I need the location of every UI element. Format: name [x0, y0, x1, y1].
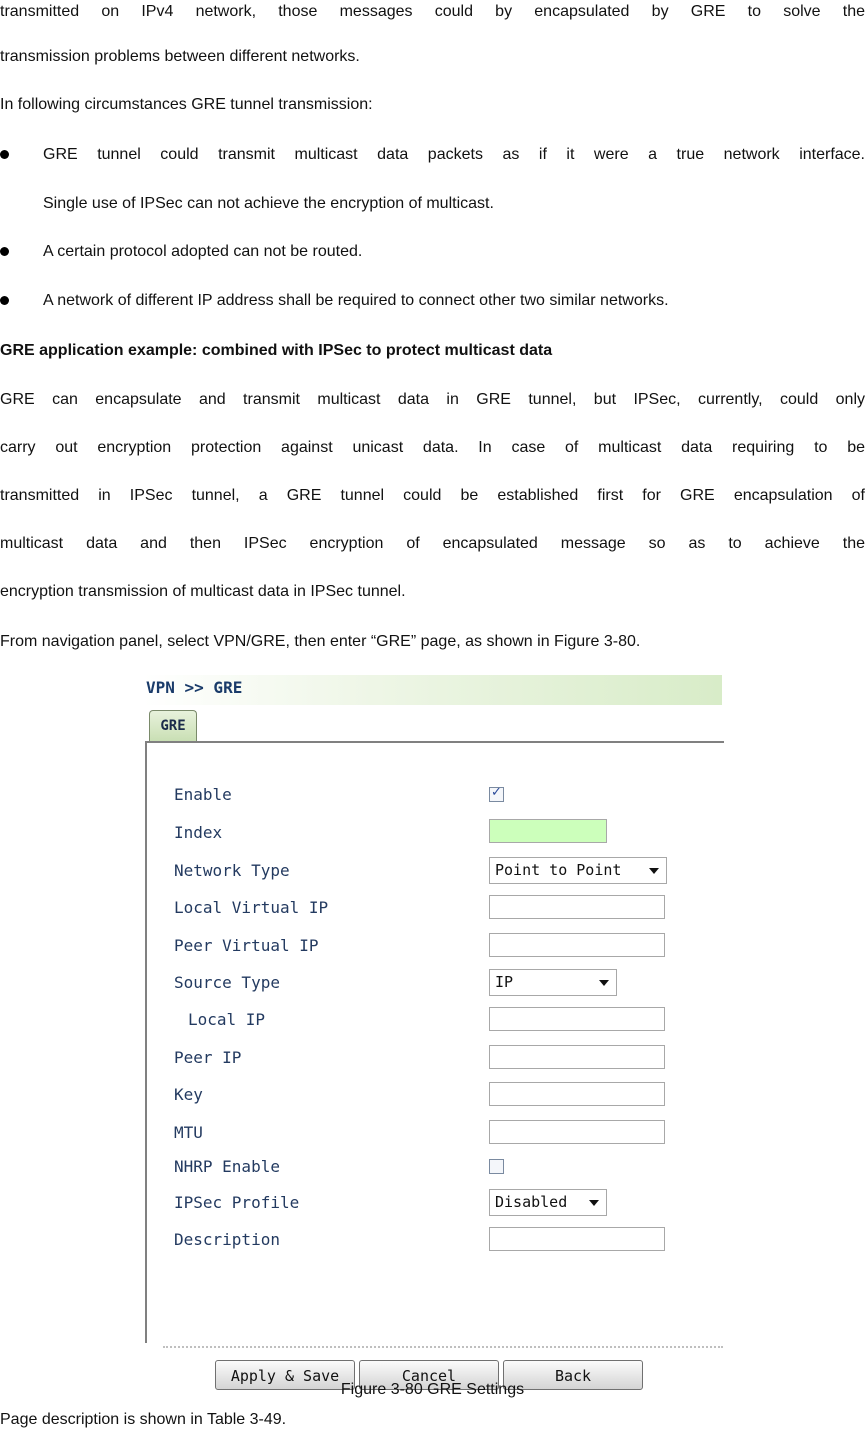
text-line: transmission problems between different networks. [0, 48, 360, 65]
section-heading: GRE application example: combined with IPSec to protect multicast data [0, 342, 553, 359]
apply-save-button[interactable]: Apply & Save [215, 1360, 355, 1390]
text-line: transmitted in IPSec tunnel, a GRE tunnel could be established first for GRE encapsulation of [0, 487, 865, 504]
tab-gre[interactable]: GRE [149, 710, 197, 741]
peer-virtual-ip-input[interactable] [489, 933, 665, 957]
text-line: encryption transmission of multicast data in IPSec tunnel. [0, 583, 406, 600]
chevron-down-icon [589, 1200, 599, 1206]
source-type-label: Source Type [174, 973, 280, 992]
gre-settings-figure [143, 675, 722, 1385]
page-title: VPN >> GRE [146, 678, 243, 697]
peer-ip-input[interactable] [489, 1045, 665, 1069]
text-line: In following circumstances GRE tunnel transmission: [0, 96, 373, 113]
mtu-input[interactable] [489, 1120, 665, 1144]
source-type-value: IP [495, 973, 514, 991]
text-line: From navigation panel, select VPN/GRE, then enter “GRE” page, as shown in Figure 3-80. [0, 633, 641, 650]
enable-checkbox[interactable] [489, 787, 504, 802]
network-type-value: Point to Point [495, 861, 622, 879]
mtu-label: MTU [174, 1123, 203, 1142]
text-line: transmitted on IPv4 network, those messages could by encapsulated by GRE to solve the [0, 3, 865, 20]
text-line: carry out encryption protection against unicast data. In case of multicast data requiring to be [0, 439, 865, 456]
cancel-button[interactable]: Cancel [359, 1360, 499, 1390]
bullet-icon [0, 150, 9, 159]
local-virtual-ip-input[interactable] [489, 895, 665, 919]
local-virtual-ip-label: Local Virtual IP [174, 898, 329, 917]
figure-caption: Figure 3-80 GRE Settings [340, 1381, 525, 1398]
bullet-item: GRE tunnel could transmit multicast data packets as if it were a true network interface. [43, 146, 865, 163]
text-line: GRE can encapsulate and transmit multicast data in GRE tunnel, but IPSec, currently, could only [0, 391, 865, 408]
description-label: Description [174, 1230, 280, 1249]
text-line: Page description is shown in Table 3-49. [0, 1411, 287, 1428]
bullet-item: A certain protocol adopted can not be routed. [43, 243, 363, 260]
peer-ip-label: Peer IP [174, 1048, 242, 1067]
bullet-icon [0, 247, 9, 256]
bullet-item: A network of different IP address shall be required to connect other two similar networks. [43, 292, 669, 309]
source-type-select[interactable] [489, 969, 617, 996]
nhrp-enable-checkbox[interactable] [489, 1159, 504, 1174]
local-ip-label: Local IP [188, 1010, 266, 1029]
index-input[interactable] [489, 819, 607, 843]
network-type-label: Network Type [174, 861, 290, 880]
description-input[interactable] [489, 1227, 665, 1251]
peer-virtual-ip-label: Peer Virtual IP [174, 936, 319, 955]
key-input[interactable] [489, 1082, 665, 1106]
text-line: multicast data and then IPSec encryption of encapsulated message so as to achieve the [0, 535, 865, 552]
network-type-select[interactable] [489, 857, 667, 884]
ipsec-profile-select[interactable] [489, 1189, 607, 1216]
local-ip-input[interactable] [489, 1007, 665, 1031]
chevron-down-icon [649, 868, 659, 874]
settings-panel [145, 741, 724, 1385]
back-button[interactable]: Back [503, 1360, 643, 1390]
ipsec-profile-label: IPSec Profile [174, 1193, 300, 1212]
bullet-icon [0, 296, 9, 305]
key-label: Key [174, 1085, 203, 1104]
bullet-continuation: Single use of IPSec can not achieve the encryption of multicast. [43, 195, 494, 212]
page-title-bar [143, 675, 722, 705]
chevron-down-icon [599, 980, 609, 986]
divider [163, 1346, 723, 1348]
nhrp-enable-label: NHRP Enable [174, 1157, 280, 1176]
index-label: Index [174, 823, 223, 842]
enable-label: Enable [174, 785, 232, 804]
ipsec-profile-value: Disabled [495, 1193, 568, 1211]
